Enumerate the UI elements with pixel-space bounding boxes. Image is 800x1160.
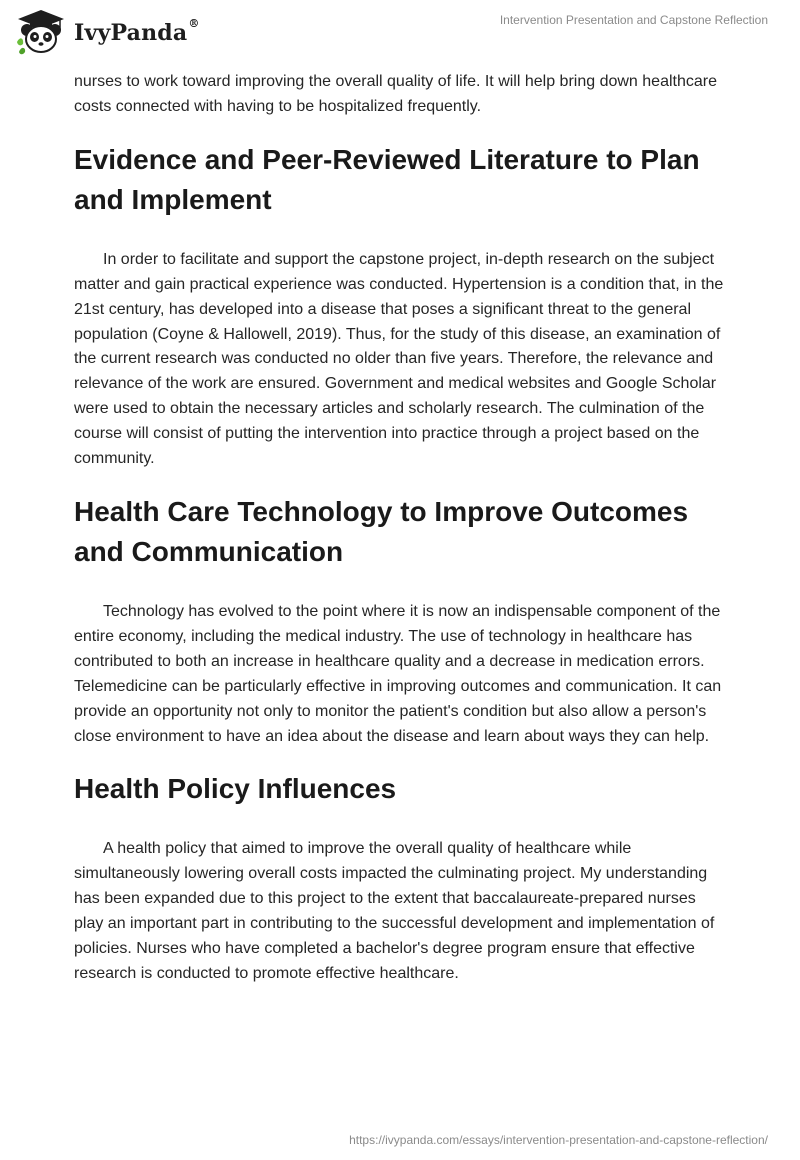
section-body-evidence: In order to facilitate and support the capstone project, in-depth research on the subject matter and gain practical experience was conducted. Hypertension is a condition that, in the 21st century, has developed into a disease that poses a significant threat to the general population (Coyne & Hallowell, 2019). Thus, for the study of this disease, an examination of the current research was conducted no older than five years. Therefore, the relevance and relevance of the work are ensured. Government and medical websites and Google Scholar were used to obtain the necessary articles and scholarly research. The culmination of the course will consist of putting the intervention into practice through a project based on the community. <box>74 250 724 468</box>
intro-paragraph: nurses to work toward improving the overall quality of life. It will help bring down healthcare costs connected with having to be hospitalized frequently. <box>74 73 717 115</box>
section-heading-technology: Health Care Technology to Improve Outcomes and Communication <box>74 495 689 567</box>
section-body-policy: A health policy that aimed to improve the overall quality of healthcare while simultaneously lowering overall costs impacted the culminating project. My understanding has been expanded due to this project to the extent that baccalaureate-prepared nurses play an important part in contributing to the successful development and implementation of policies. Nurses who have completed a bachelor's degree program ensure that effective research is conducted to promote effective healthcare. <box>74 840 715 982</box>
brand-name: IvyPanda® <box>74 17 200 46</box>
essay-content <box>74 70 728 987</box>
page-header <box>0 0 800 64</box>
panda-graduate-icon <box>14 8 68 56</box>
section-body-technology: Technology has evolved to the point where it is now an indispensable component of the entire economy, including the medical industry. The use of technology in healthcare has contributed to both an increase in healthcare quality and a decrease in medication errors. Telemedicine can be particularly effective in improving outcomes and communication. It can provide an opportunity not only to monitor the patient's condition but also allow a person's close environment to have an idea about the disease and learn about ways they can help. <box>74 602 722 745</box>
section-heading-evidence: Evidence and Peer-Reviewed Literature to Plan and Implement <box>74 143 700 215</box>
brand-logo[interactable] <box>14 8 200 56</box>
source-url[interactable]: https://ivypanda.com/essays/intervention-presentation-and-capstone-reflection/ <box>349 1133 768 1147</box>
document-title: Intervention Presentation and Capstone Reflection <box>499 13 768 27</box>
section-heading-policy: Health Policy Influences <box>74 773 397 805</box>
registered-mark: ® <box>188 17 200 30</box>
